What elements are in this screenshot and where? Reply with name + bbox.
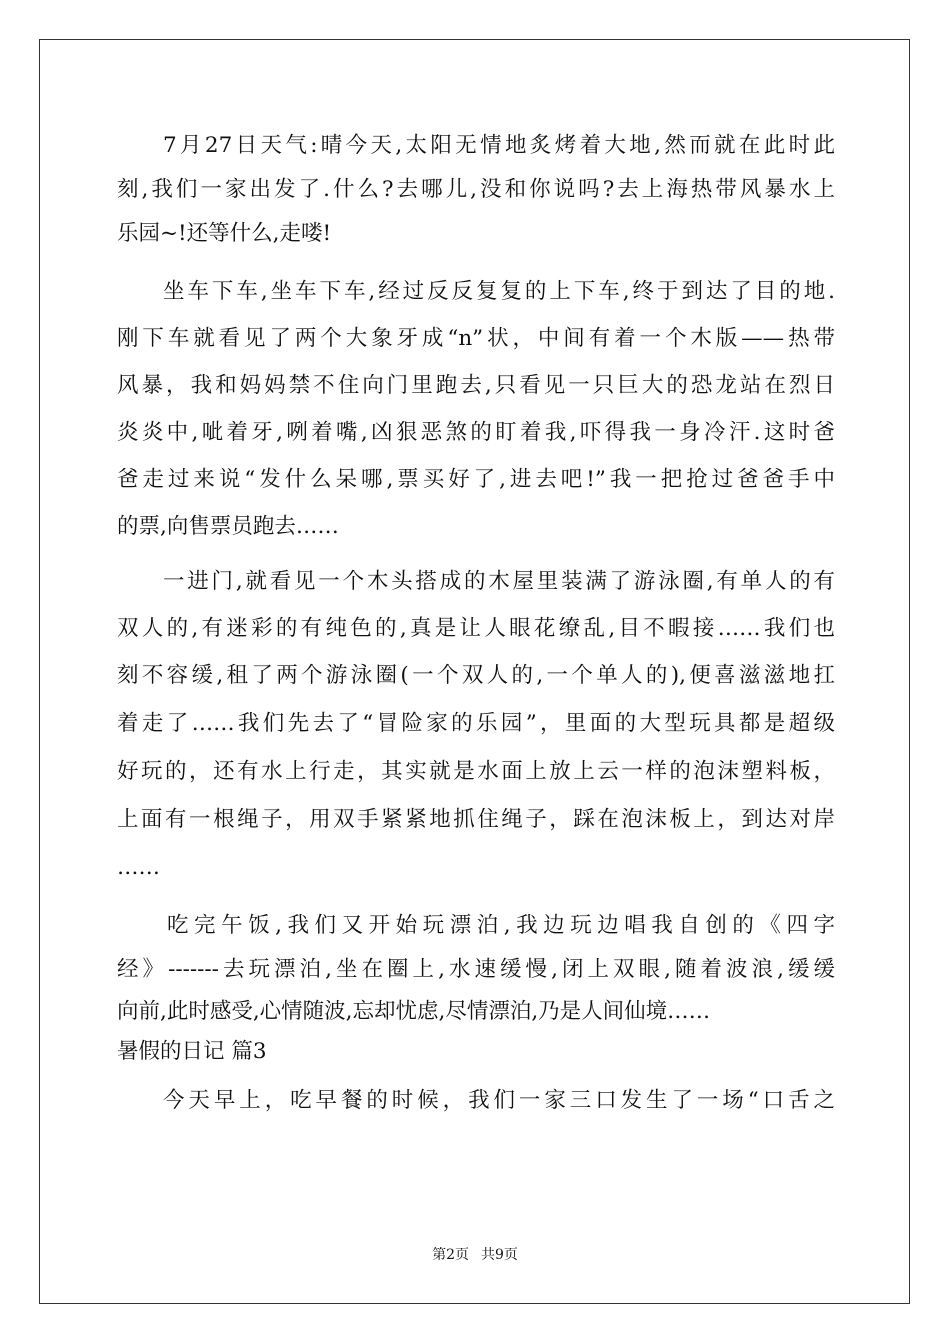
paragraph-4-line-2: 经》-------去玩漂泊,坐在圈上,水速缓慢,闭上双眼,随着波浪,缓缓 — [117, 957, 835, 982]
paragraph-2-line-4: 炎炎中,呲着牙,咧着嘴,凶狠恶煞的盯着我,吓得我一身冷汗.这时爸 — [117, 420, 835, 445]
paragraph-2-line-2: 刚下车就看见了两个大象牙成“n”状，中间有着一个木版——热带 — [117, 326, 835, 351]
paragraph-2-line-6: 的票,向售票员跑去…… — [117, 514, 339, 539]
paragraph-3-line-1: 一进门,就看见一个木头搭成的木屋里装满了游泳圈,有单人的有 — [163, 569, 835, 594]
paragraph-2-line-3: 风暴，我和妈妈禁不住向门里跑去,只看见一只巨大的恐龙站在烈日 — [117, 373, 835, 398]
paragraph-1-line-2: 刻,我们一家出发了.什么?去哪儿,没和你说吗?去上海热带风暴水上 — [117, 177, 835, 202]
section-heading: 暑假的日记 篇3 — [117, 1039, 267, 1064]
paragraph-3-line-5: 好玩的，还有水上行走，其实就是水面上放上云一样的泡沫塑料板， — [117, 759, 835, 784]
paragraph-1-line-3: 乐园~!还等什么,走喽! — [117, 221, 332, 246]
paragraph-3-line-2: 双人的,有迷彩的有纯色的,真是让人眼花缭乱,目不暇接……我们也 — [117, 616, 835, 641]
paragraph-5-line-1: 今天早上，吃早餐的时候，我们一家三口发生了一场“口舌之 — [163, 1088, 835, 1113]
paragraph-4-line-1: 吃完午饭,我们又开始玩漂泊,我边玩边唱我自创的《四字 — [167, 913, 835, 938]
paragraph-2-line-5: 爸走过来说“发什么呆哪,票买好了,进去吧!”我一把抢过爸爸手中 — [117, 467, 835, 492]
paragraph-3-line-4: 着走了……我们先去了“冒险家的乐园”，里面的大型玩具都是超级 — [117, 711, 835, 736]
paragraph-3-line-7: …… — [117, 855, 160, 880]
paragraph-1-line-1: 7月27日天气:晴今天,太阳无情地炙烤着大地,然而就在此时此 — [163, 133, 835, 158]
paragraph-4-line-3: 向前,此时感受,心情随波,忘却忧虑,尽情漂泊,乃是人间仙境…… — [117, 999, 711, 1024]
paragraph-2-line-1: 坐车下车,坐车下车,经过反反复复的上下车,终于到达了目的地. — [163, 279, 835, 304]
paragraph-3-line-6: 上面有一根绳子，用双手紧紧地抓住绳子，踩在泡沫板上，到达对岸 — [117, 807, 835, 832]
page-footer — [0, 1244, 950, 1264]
page-number: 第2页 — [432, 1247, 469, 1263]
page-total: 共9页 — [481, 1247, 518, 1263]
paragraph-3-line-3: 刻不容缓,租了两个游泳圈(一个双人的,一个单人的),便喜滋滋地扛 — [117, 663, 835, 688]
